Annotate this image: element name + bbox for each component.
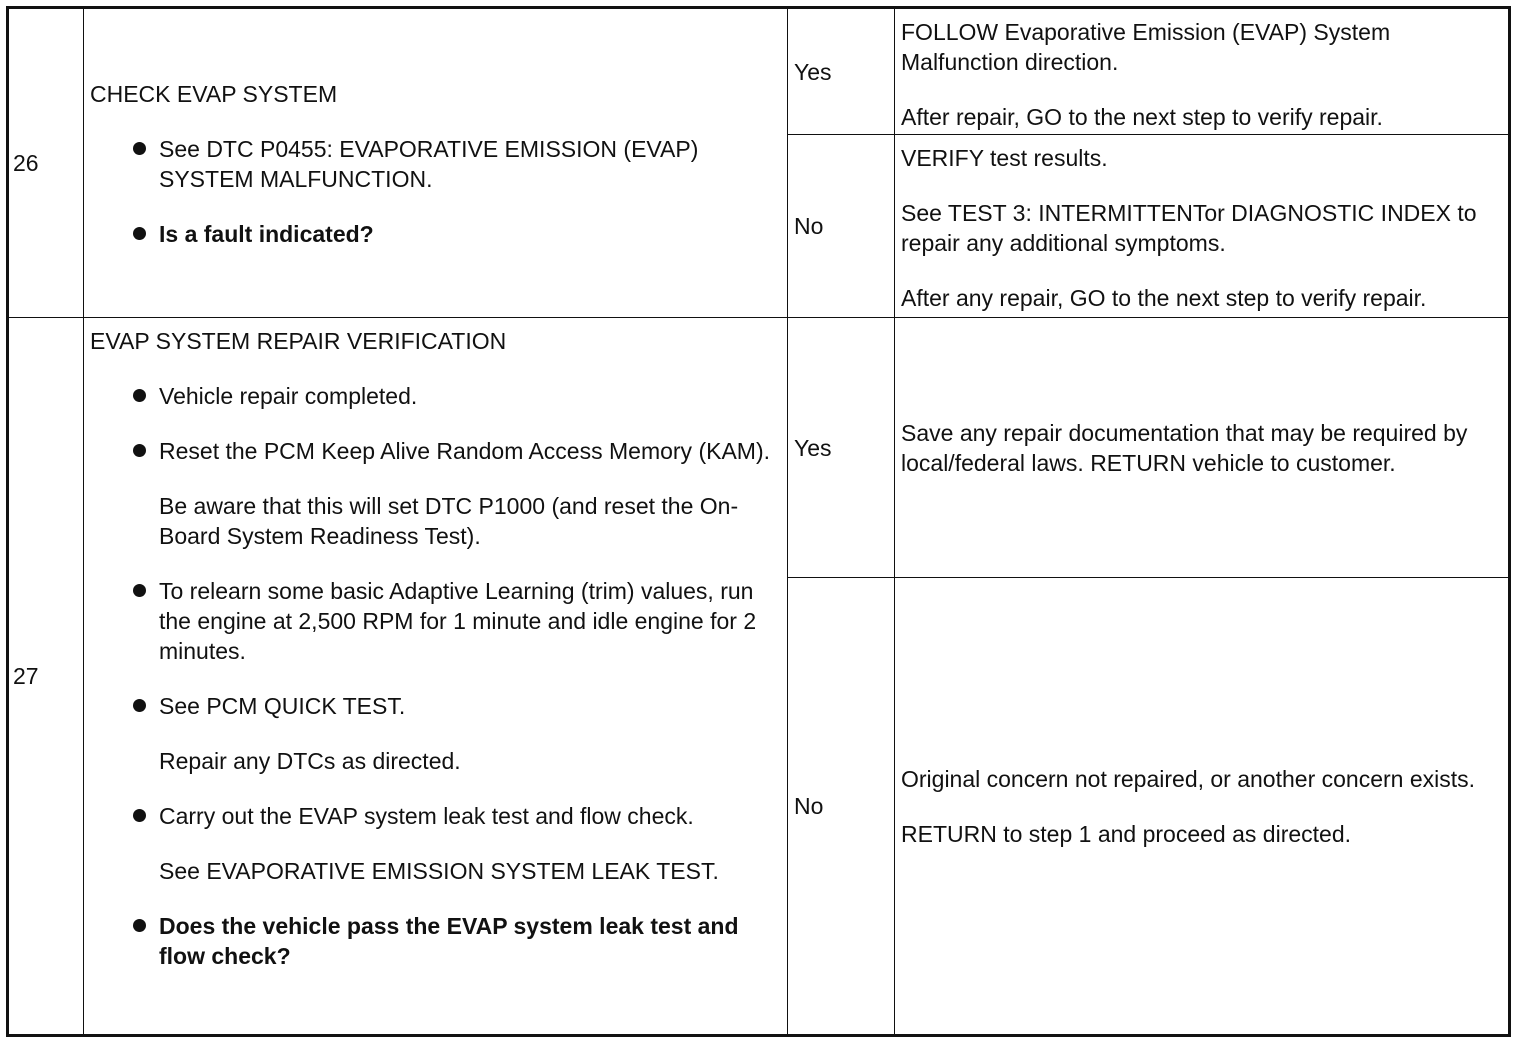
bullet-item: [90, 381, 781, 411]
bullet-item: [90, 576, 781, 666]
step-26-yes-row: [8, 8, 1510, 135]
step-number: 27: [8, 318, 84, 1036]
bullet-item: [90, 691, 781, 776]
result-yes: [895, 8, 1510, 135]
step-bullets: [90, 381, 781, 971]
result-line: VERIFY test results.: [901, 145, 1108, 171]
bullet-subtext: Be aware that this will set DTC P1000 (and reset the On-Board System Readiness Test).: [159, 493, 739, 549]
step-27-yes-row: [8, 318, 1510, 578]
step-bullets: [90, 134, 781, 249]
result-no: [895, 135, 1510, 318]
bullet-text: See PCM QUICK TEST.: [159, 693, 406, 719]
step-heading: CHECK EVAP SYSTEM: [90, 81, 338, 107]
answer-yes: Yes: [788, 318, 895, 578]
answer-no: No: [788, 578, 895, 1036]
bullet-text: Reset the PCM Keep Alive Random Access Memory (KAM).: [159, 438, 770, 464]
bullet-text: To relearn some basic Adaptive Learning (trim) values, run the engine at 2,500 RPM for 1 minute and idle engine for 2 minutes.: [159, 578, 757, 664]
answer-yes: Yes: [788, 8, 895, 135]
diagnostic-table: [6, 6, 1511, 1037]
result-line: After any repair, GO to the next step to verify repair.: [901, 285, 1427, 311]
bullet-text: Does the vehicle pass the EVAP system leak test and flow check?: [159, 913, 739, 969]
result-yes: [895, 318, 1510, 578]
result-line: See TEST 3: INTERMITTENTor DIAGNOSTIC INDEX to repair any additional symptoms.: [901, 200, 1477, 256]
result-line: Save any repair documentation that may be required by local/federal laws. RETURN vehicle to customer.: [901, 419, 1468, 476]
result-line: After repair, GO to the next step to verify repair.: [901, 104, 1383, 130]
bullet-subtext: Repair any DTCs as directed.: [159, 748, 461, 774]
bullet-item: See DTC P0455: EVAPORATIVE EMISSION (EVAP) SYSTEM MALFUNCTION.: [90, 134, 781, 194]
step-action: [84, 8, 788, 318]
result-line: FOLLOW Evaporative Emission (EVAP) System Malfunction direction.: [901, 19, 1391, 75]
bullet-question: [90, 911, 781, 971]
step-heading: EVAP SYSTEM REPAIR VERIFICATION: [90, 328, 507, 354]
result-line: RETURN to step 1 and proceed as directed.: [901, 820, 1352, 847]
step-number: 26: [8, 8, 84, 318]
bullet-item: [90, 801, 781, 886]
bullet-item: [90, 436, 781, 551]
bullet-question: Is a fault indicated?: [90, 219, 781, 249]
bullet-text: Vehicle repair completed.: [159, 383, 418, 409]
answer-no: No: [788, 135, 895, 318]
result-no: [895, 578, 1510, 1036]
bullet-text: Carry out the EVAP system leak test and flow check.: [159, 803, 694, 829]
result-line: Original concern not repaired, or another concern exists.: [901, 765, 1476, 792]
bullet-subtext: See EVAPORATIVE EMISSION SYSTEM LEAK TEST.: [159, 858, 719, 884]
step-action: [84, 318, 788, 1036]
